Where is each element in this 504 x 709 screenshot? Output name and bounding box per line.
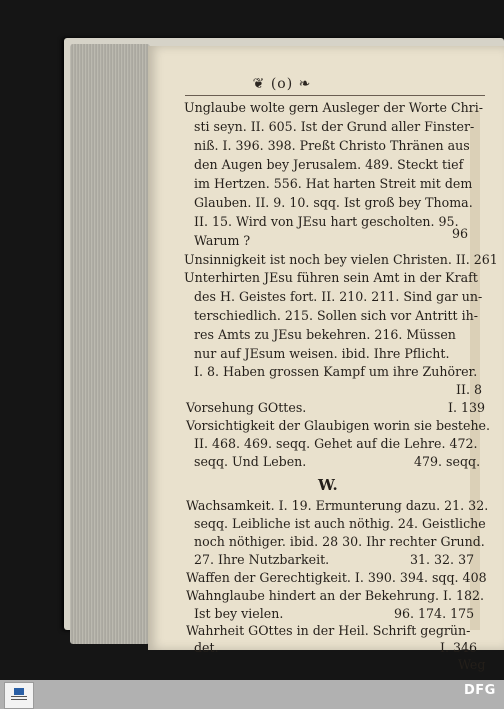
viewer-footer-bar [0, 680, 504, 709]
section-letter: W. [318, 476, 338, 494]
entry-line: niß. I. 396. 398. Preßt Christo Thränen aus [194, 138, 470, 153]
entry-line: det. [194, 640, 219, 655]
library-logo [4, 682, 34, 709]
entry-line: den Augen bey Jerusalem. 489. Steckt tief [194, 157, 464, 172]
header-ornament-right: ❧ [293, 76, 312, 92]
dfg-logo: DFG [464, 683, 496, 698]
entry-line: noch nöthiger. ibid. 28 30. Ihr rechter Grund. [194, 534, 485, 549]
entry-line: Wahrheit GOttes in der Heil. Schrift gegrün- [186, 623, 471, 638]
entry-line: 31. 32. 37 [410, 552, 475, 567]
entry-line: im Hertzen. 556. Hat harten Streit mit dem [194, 176, 473, 191]
entry-line: II. 8 [456, 382, 482, 397]
entry-line: I. 8. Haben grossen Kampf um ihre Zuhörer. [194, 364, 478, 379]
logo-line [11, 699, 27, 700]
page-edges [70, 44, 150, 644]
page-header [182, 76, 382, 94]
entry-line: Vorsichtigkeit der Glaubigen worin sie bestehe. [186, 418, 491, 433]
entry-line: Glauben. II. 9. 10. sqq. Ist groß bey Thoma. [194, 195, 473, 210]
logo-line [11, 696, 27, 697]
entry-line: 96 [452, 226, 469, 241]
page-header-text: (o) [270, 76, 294, 92]
entry-line: des H. Geistes fort. II. 210. 211. Sind gar un- [194, 289, 483, 304]
entry-line: Ist bey vielen. [194, 606, 284, 621]
entry-line: 96. 174. 175 [394, 606, 475, 621]
entry-line: 479. seqq. [414, 454, 481, 469]
entry-line: sti seyn. II. 605. Ist der Grund aller Finster- [194, 119, 475, 134]
entry-line: Wahnglaube hindert an der Bekehrung. I. 182. [186, 588, 485, 603]
header-rule [185, 95, 485, 96]
entry-line: Unglaube wolte gern Ausleger der Worte Chri- [184, 100, 483, 115]
entry-line: Vorsehung GOttes. [186, 400, 307, 415]
entry-line: terschiedlich. 215. Sollen sich vor Antritt ih- [194, 308, 479, 323]
logo-mark [14, 688, 24, 695]
entry-line: seqq. Und Leben. [194, 454, 307, 469]
entry-line: Unterhirten JEsu führen sein Amt in der Kraft [184, 270, 478, 285]
entry-line: res Amts zu JEsu bekehren. 216. Müssen [194, 327, 456, 342]
entry-line: 27. Ihre Nutzbarkeit. [194, 552, 330, 567]
entry-line: II. 15. Wird von JEsu hart gescholten. 95. [194, 214, 459, 229]
entry-line: I. 139 [448, 400, 486, 415]
entry-line: Warum ? [194, 233, 251, 248]
entry-line: Unsinnigkeit ist noch bey vielen Christen. II. 261 [184, 252, 498, 267]
header-ornament-left: ❦ [252, 76, 271, 92]
entry-line: II. 468. 469. seqq. Gehet auf die Lehre. 472. [194, 436, 478, 451]
entry-line: seqq. Leibliche ist auch nöthig. 24. Geistliche [194, 516, 486, 531]
entry-line: Wachsamkeit. I. 19. Ermunterung dazu. 21. 32. [186, 498, 489, 513]
entry-line: Waffen der Gerechtigkeit. I. 390. 394. sqq. 408 [186, 570, 487, 585]
entry-line: Weg [458, 657, 486, 672]
entry-line: nur auf JEsum weisen. ibid. Ihre Pflicht. [194, 346, 450, 361]
entry-line: I. 346 [440, 640, 478, 655]
